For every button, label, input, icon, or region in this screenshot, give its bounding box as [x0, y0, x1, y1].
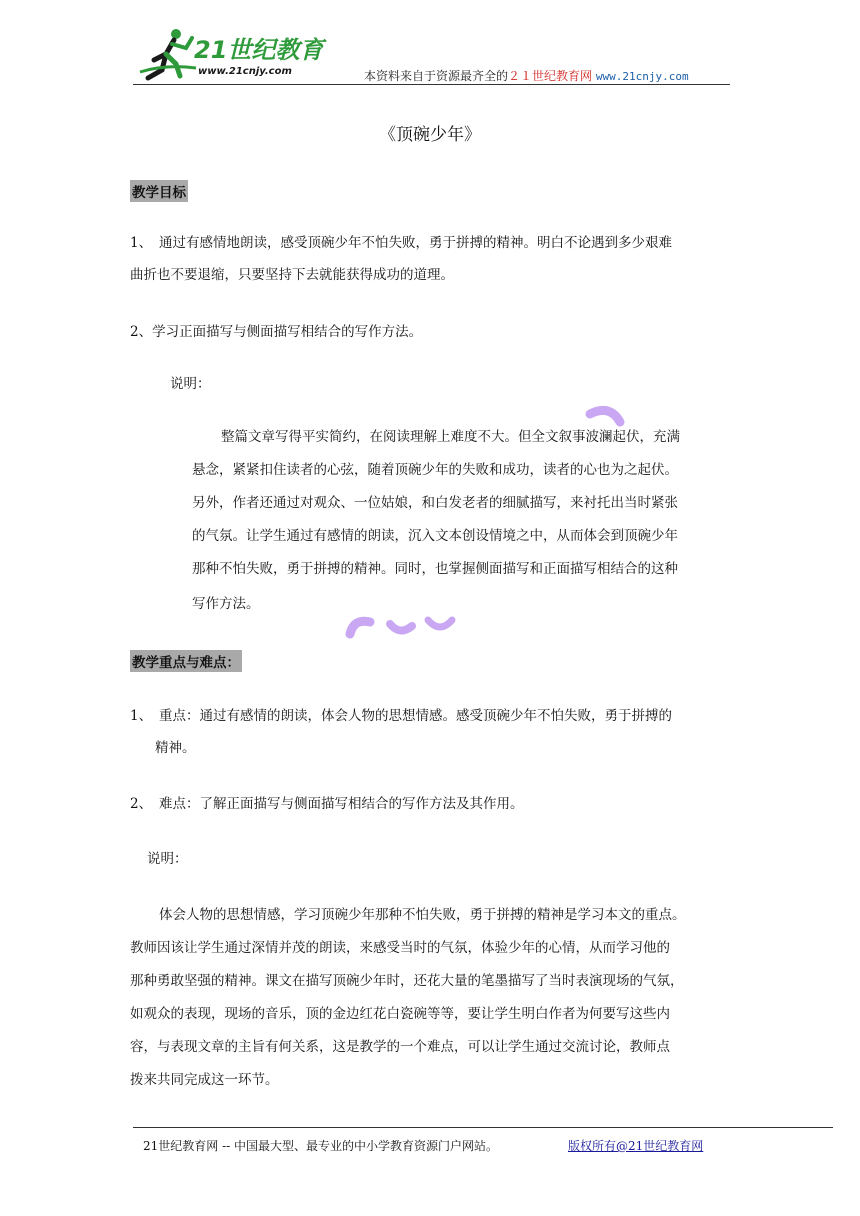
section2-note-label: 说明：: [147, 851, 188, 867]
section2-note-line: 拨来共同完成这一环节。: [130, 1072, 279, 1088]
header-note-site[interactable]: ２１世纪教育网: [508, 69, 593, 83]
site-logo: [136, 24, 336, 86]
runner-icon: [140, 29, 196, 78]
section-heading-key-points: 教学重点与难点：: [130, 650, 242, 672]
objective-item-1-number: 1、: [130, 235, 153, 251]
key-point-item-2-number: 2、: [130, 796, 153, 812]
logo-text: 21世纪教育: [194, 36, 324, 64]
section2-note-line: 体会人物的思想情感，学习顶碗少年那种不怕失败，勇于拼搏的精神是学习本文的重点。: [159, 907, 686, 923]
key-point-item-2: [130, 789, 524, 819]
key-point-item-1-line-1: 重点：通过有感情的朗读，体会人物的思想情感。感受顶碗少年不怕失败，勇于拼搏的: [159, 708, 672, 724]
key-point-item-1: [130, 701, 672, 731]
key-point-item-1-line-2: 精神。: [155, 740, 196, 756]
footer-divider: [133, 1127, 833, 1128]
copyright-link[interactable]: 版权所有@21世纪教育网: [568, 1139, 704, 1153]
section-heading-objectives: 教学目标: [130, 180, 188, 202]
section1-note-line: 写作方法。: [192, 596, 260, 612]
header-note: [364, 67, 689, 84]
header-note-prefix: 本资料来自于资源最齐全的: [364, 69, 509, 83]
objective-item-1: [130, 228, 672, 258]
objective-item-1-line-1: 通过有感情地朗读，感受顶碗少年不怕失败，勇于拼搏的精神。明白不论遇到多少艰难: [159, 235, 672, 251]
section2-note-line: 如观众的表现，现场的音乐，顶的金边红花白瓷碗等等，要让学生明白作者为何要写这些内: [130, 1006, 670, 1022]
section2-note-line: 那种勇敢坚强的精神。课文在描写顶碗少年时，还花大量的笔墨描写了当时表演现场的气氛，: [130, 973, 684, 989]
objective-item-1-line-2: 曲折也不要退缩，只要坚持下去就能获得成功的道理。: [130, 267, 454, 283]
section1-note-line: 另外，作者还通过对观众、一位姑娘，和白发老者的细腻描写，来衬托出当时紧张: [192, 495, 678, 511]
document-title: 《顶碗少年》: [379, 125, 481, 145]
key-point-item-1-number: 1、: [130, 708, 153, 724]
footer-text: 21世纪教育网 -- 中国最大型、最专业的中小学教育资源门户网站。: [143, 1139, 499, 1153]
logo-url: www.21cnjy.com: [198, 66, 292, 77]
section1-note-line: 悬念，紧紧扣住读者的心弦，随着顶碗少年的失败和成功，读者的心也为之起伏。: [192, 462, 678, 478]
header-note-url[interactable]: www.21cnjy.com: [595, 70, 689, 83]
objective-item-2: 2、学习正面描写与侧面描写相结合的写作方法。: [130, 324, 423, 340]
section2-note-line: 教师因该让学生通过深情并茂的朗读，来感受当时的气氛，体验少年的心情，从而学习他的: [130, 940, 670, 956]
section1-note-label: 说明：: [170, 376, 211, 392]
section1-note-line: 的气氛。让学生通过有感情的朗读，沉入文本创设情境之中，从而体会到顶碗少年: [192, 528, 678, 544]
section1-note-line: 整篇文章写得平实简约，在阅读理解上难度不大。但全文叙事波澜起伏，充满: [221, 429, 680, 445]
section2-note-line: 容，与表现文章的主旨有何关系，这是教学的一个难点，可以让学生通过交流讨论，教师点: [130, 1039, 670, 1055]
key-point-item-2-text: 难点：了解正面描写与侧面描写相结合的写作方法及其作用。: [159, 796, 524, 812]
section1-note-line: 那种不怕失败，勇于拼搏的精神。同时，也掌握侧面描写和正面描写相结合的这种: [192, 561, 678, 577]
header-divider: [133, 84, 730, 85]
